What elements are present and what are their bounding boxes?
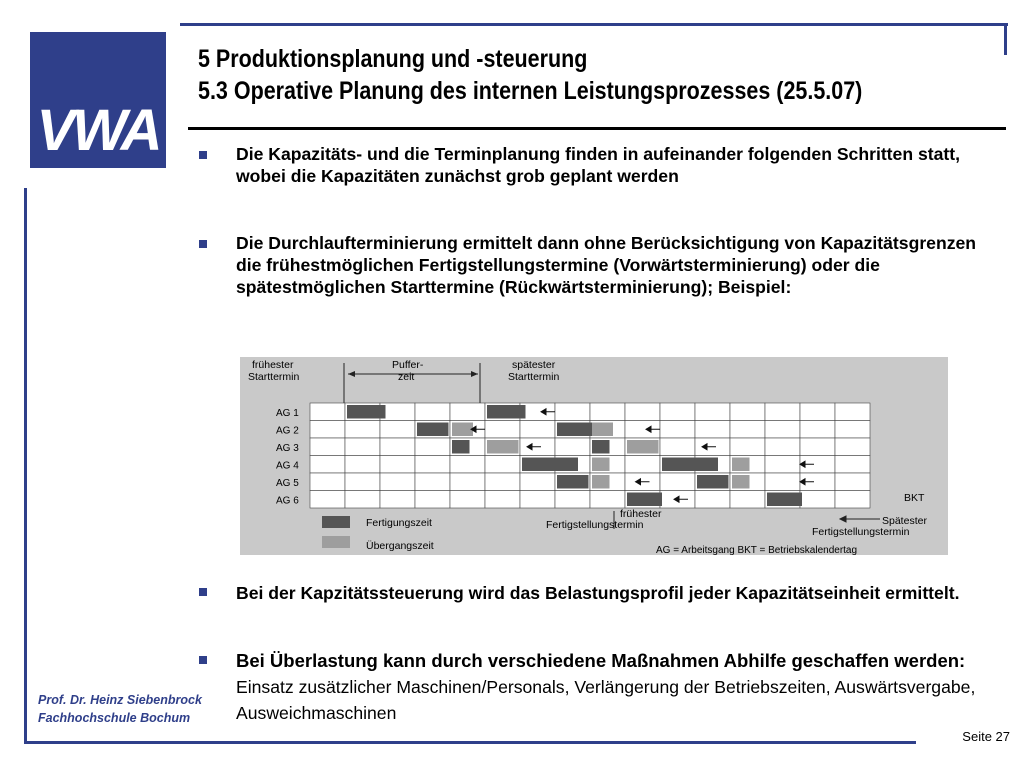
label-earliest-finish-1: frühester (620, 508, 662, 520)
row-label: AG 2 (276, 425, 299, 437)
footer-institution: Fachhochschule Bochum (38, 711, 191, 725)
grid-cell (660, 438, 695, 456)
legend-transition-swatch (322, 536, 350, 548)
grid-cell (345, 473, 380, 491)
legend-processing-label: Fertigungszeit (366, 517, 432, 529)
bullet-text-3: Bei der Kapzitätssteuerung wird das Belastungsprofil jeder Kapazitätseinheit ermittelt. (236, 583, 960, 603)
label-buffer-2: zeit (398, 371, 415, 383)
grid-cell (730, 491, 765, 509)
grid-cell (380, 473, 415, 491)
top-border-line (180, 23, 1008, 26)
label-earliest-start-2: Starttermin (248, 371, 300, 383)
grid-cell (555, 438, 590, 456)
grid-cell (730, 403, 765, 421)
bullet-square-icon (199, 151, 207, 159)
grid-cell (625, 403, 660, 421)
grid-cell (345, 491, 380, 509)
footer-author: Prof. Dr. Heinz Siebenbrock (38, 693, 202, 707)
transition-bar (627, 440, 659, 454)
transition-bar (732, 458, 750, 472)
grid-cell (660, 403, 695, 421)
transition-bar (592, 423, 613, 437)
bullet-text-4 (236, 648, 976, 726)
scheduling-diagram (240, 357, 948, 555)
grid-cell (625, 456, 660, 474)
label-bkt: BKT (904, 492, 925, 504)
grid-cell (765, 421, 800, 439)
processing-bar (347, 405, 386, 419)
slide-title-line-1: 5 Produktionsplanung und -steuerung (198, 45, 588, 73)
grid-cell (380, 438, 415, 456)
legend-transition-label: Übergangszeit (366, 540, 434, 552)
schedule-grid (276, 403, 870, 508)
grid-cell (835, 403, 870, 421)
grid-cell (730, 421, 765, 439)
grid-cell (380, 421, 415, 439)
grid-cell (450, 491, 485, 509)
grid-cell (765, 473, 800, 491)
grid-cell (590, 403, 625, 421)
page-number: Seite 27 (962, 729, 1010, 744)
grid-cell (450, 456, 485, 474)
grid-cell (800, 421, 835, 439)
grid-cell (765, 438, 800, 456)
bullet-text-1: Die Kapazitäts- und die Terminplanung finden in aufeinander folgenden Schritten statt, wobei die Kapazitäten zunächst grob geplant werden (236, 144, 960, 186)
processing-bar (767, 493, 802, 507)
grid-cell (765, 456, 800, 474)
bullet-text-2: Die Durchlaufterminierung ermittelt dann ohne Berücksichtigung von Kapazitätsgrenzen die frühestmöglichen Fertigstellungstermine (Vorwärtsterminierung) oder die spätestmöglichen Starttermine (Rückwärtsterminierung); Beispiel: (236, 233, 977, 297)
bullet-square-icon (199, 240, 207, 248)
grid-cell (800, 438, 835, 456)
processing-bar (662, 458, 718, 472)
transition-bar (592, 475, 610, 489)
grid-cell (695, 421, 730, 439)
row-label: AG 1 (276, 408, 299, 419)
grid-cell (835, 421, 870, 439)
title-underline (188, 127, 1006, 130)
processing-bar (592, 440, 610, 454)
grid-cell (835, 438, 870, 456)
grid-cell (310, 438, 345, 456)
grid-cell (310, 473, 345, 491)
processing-bar (522, 458, 578, 472)
grid-cell (730, 438, 765, 456)
grid-cell (345, 438, 380, 456)
label-buffer-1: Puffer- (392, 359, 424, 371)
label-earliest-start-1: frühester (252, 359, 294, 371)
grid-cell (555, 491, 590, 509)
grid-cell (520, 491, 555, 509)
processing-bar (557, 475, 589, 489)
grid-cell (835, 473, 870, 491)
bottom-border-line (24, 741, 916, 744)
grid-cell (660, 421, 695, 439)
grid-cell (695, 491, 730, 509)
processing-bar (452, 440, 470, 454)
grid-cell (310, 421, 345, 439)
transition-bar (452, 423, 473, 437)
processing-bar (417, 423, 449, 437)
grid-cell (380, 491, 415, 509)
grid-cell (310, 456, 345, 474)
grid-cell (415, 403, 450, 421)
logo-text: VWA (36, 98, 160, 163)
grid-cell (765, 403, 800, 421)
processing-bar (627, 493, 662, 507)
grid-cell (660, 473, 695, 491)
transition-bar (487, 440, 519, 454)
bullet-square-icon (199, 588, 207, 596)
grid-cell (520, 473, 555, 491)
grid-cell (800, 491, 835, 509)
row-label: AG 6 (276, 495, 299, 507)
label-earliest-finish-2: Fertigstellungstermin (546, 519, 644, 531)
bullet-4-bold: Bei Überlastung kann durch verschiedene Maßnahmen Abhilfe geschaffen werden: (236, 650, 966, 671)
slide-title-line-2: 5.3 Operative Planung des internen Leistungsprozesses (25.5.07) (198, 77, 863, 105)
grid-cell (450, 403, 485, 421)
vwa-logo (30, 32, 166, 168)
top-right-border-line (1004, 23, 1007, 55)
grid-cell (345, 421, 380, 439)
grid-cell (590, 491, 625, 509)
processing-bar (557, 423, 596, 437)
grid-cell (555, 403, 590, 421)
grid-cell (485, 491, 520, 509)
abbreviation-legend: AG = Arbeitsgang BKT = Betriebskalendertag (656, 545, 858, 555)
grid-cell (415, 491, 450, 509)
bullet-4-normal: Einsatz zusätzlicher Maschinen/Personals, Verlängerung der Betriebszeiten, Auswärtsvergabe, Ausweichmaschinen (236, 677, 976, 723)
grid-cell (520, 421, 555, 439)
processing-bar (487, 405, 526, 419)
grid-cell (485, 456, 520, 474)
bullet-square-icon (199, 656, 207, 664)
left-border-line (24, 188, 27, 744)
grid-cell (415, 473, 450, 491)
legend-processing-swatch (322, 516, 350, 528)
grid-cell (485, 473, 520, 491)
grid-cell (380, 456, 415, 474)
grid-cell (485, 421, 520, 439)
grid-cell (310, 403, 345, 421)
processing-bar (697, 475, 729, 489)
grid-cell (450, 473, 485, 491)
grid-cell (695, 403, 730, 421)
row-label: AG 5 (276, 478, 299, 489)
transition-bar (592, 458, 610, 472)
grid-cell (835, 491, 870, 509)
grid-cell (310, 491, 345, 509)
grid-cell (415, 438, 450, 456)
row-label: AG 3 (276, 443, 299, 454)
grid-cell (800, 403, 835, 421)
label-latest-start-2: Starttermin (508, 371, 560, 383)
grid-cell (835, 456, 870, 474)
label-latest-start-1: spätester (512, 359, 556, 371)
row-label: AG 4 (276, 460, 299, 472)
grid-cell (345, 456, 380, 474)
label-latest-finish-1: Spätester (882, 515, 927, 527)
transition-bar (732, 475, 750, 489)
label-latest-finish-2: Fertigstellungstermin (812, 526, 910, 538)
grid-cell (415, 456, 450, 474)
